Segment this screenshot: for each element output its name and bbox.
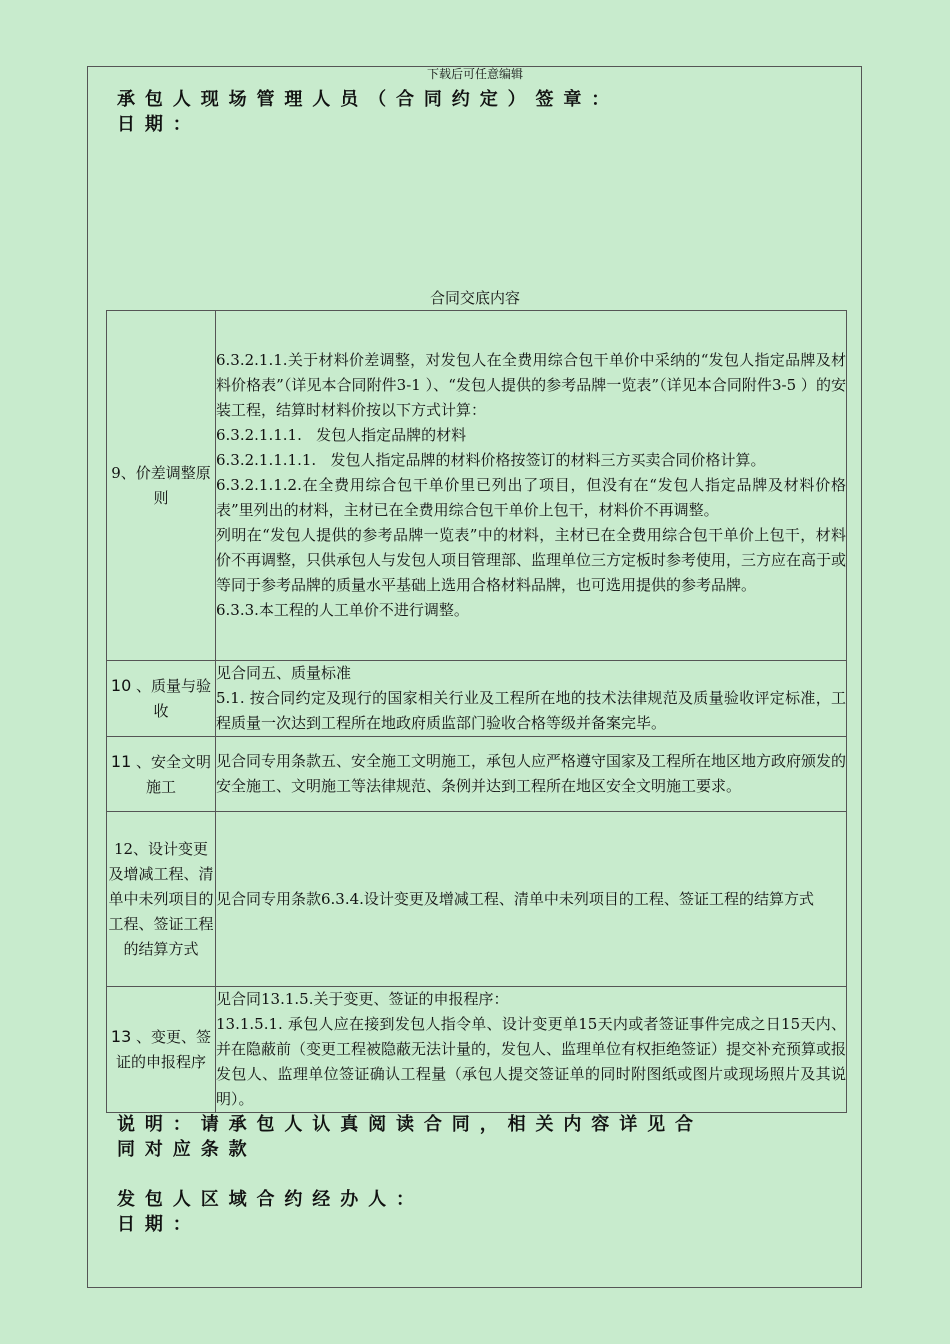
paragraph: 列明在“发包人提供的参考品牌一览表”中的材料，主材已在全费用综合包干单价上包干，材料价不再调整，只供承包人与发包人项目管理部、监理单位三方定板时参考使用，三方应在高于或等同于参考品牌的质量水平基础上选用合格材料品牌，也可选用提供的参考品牌。	[216, 526, 847, 594]
table-row	[107, 812, 847, 987]
row-content	[216, 311, 847, 661]
paragraph: 6.3.2.1.1.1. 发包人指定品牌的材料	[216, 426, 467, 444]
paragraph: 见合同五、质量标准	[216, 664, 352, 682]
header-note: 下载后可任意编辑	[426, 67, 523, 81]
row-number: 13	[110, 1027, 132, 1046]
row-title: 12、设计变更及增减工程、清单中未列项目的工程、签证工程的结算方式	[108, 839, 214, 958]
paragraph: 5.1. 按合同约定及现行的国家相关行业及工程所在地的技术法律规范及质量验收评定标准，工程质量一次达到工程所在地政府质监部门验收合格等级并备案完毕。	[216, 689, 846, 732]
row-content	[216, 812, 847, 987]
contract-briefing-table	[106, 310, 847, 1113]
note-line-2: 同对应条款	[117, 1139, 257, 1160]
row-number: 10	[110, 676, 132, 695]
paragraph: 见合同专用条款五、安全施工文明施工，承包人应严格遵守国家及工程所在地区地方政府颁发的安全施工、文明施工等法律规范、条例并达到工程所在地区安全文明施工要求。	[216, 752, 847, 795]
row-content	[216, 661, 847, 737]
paragraph: 见合同13.1.5.关于变更、签证的申报程序：	[216, 990, 509, 1008]
row-content	[216, 987, 847, 1113]
row-label	[107, 812, 216, 987]
row-title: 、价差调整原则	[120, 463, 211, 507]
contractor-signature-label: 承包人现场管理人员（合同约定）签章：	[117, 89, 620, 110]
paragraph: 13.1.5.1. 承包人应在接到发包人指令单、设计变更单15天内或者签证事件完成之日15天内、并在隐蔽前（变更工程被隐蔽无法计量的，发包人、监理单位有权拒绝签证）提交补充预算或报发包人、监理单位签证确认工程量（承包人提交签证单的同时附图纸或图片或现场照片及其说明）。	[216, 1015, 847, 1108]
paragraph: 6.3.2.1.1.1.1. 发包人指定品牌的材料价格按签订的材料三方买卖合同价格计算。	[216, 451, 766, 469]
row-number: 11	[110, 751, 132, 771]
note-line-1: 说明：请承包人认真阅读合同，相关内容详见合	[117, 1114, 703, 1135]
contractor-date-label: 日期：	[117, 114, 201, 135]
row-content	[216, 737, 847, 812]
paragraph: 见合同专用条款6.3.4.设计变更及增减工程、清单中未列项目的工程、签证工程的结算方式	[216, 889, 814, 908]
row-title: 、质量与验收	[131, 677, 212, 720]
row-title: 、变更、签证的申报程序	[115, 1028, 212, 1071]
paragraph: 6.3.2.1.1.2.在全费用综合包干单价里已列出了项目，但没有在“发包人指定品牌及材料价格表”里列出的材料，主材已在全费用综合包干单价上包干，材料价不再调整。	[216, 476, 846, 519]
paragraph: 6.3.3.本工程的人工单价不进行调整。	[216, 601, 469, 619]
row-title: 、安全文明施工	[131, 752, 212, 796]
table-row	[107, 311, 847, 661]
employer-date-label: 日期：	[117, 1214, 201, 1235]
row-label	[107, 987, 216, 1113]
row-label	[107, 661, 216, 737]
table-row	[107, 661, 847, 737]
table-title: 合同交底内容	[429, 289, 520, 307]
row-label	[107, 311, 216, 661]
employer-agent-label: 发包人区域合约经办人：	[117, 1189, 424, 1210]
paragraph: 6.3.2.1.1.关于材料价差调整，对发包人在全费用综合包干单价中采纳的“发包人指定品牌及材料价格表”（详见本合同附件3-1 ）、“发包人提供的参考品牌一览表”（详见本合同附件3-5 ）的安装工程，结算时材料价按以下方式计算：	[216, 351, 846, 419]
row-label	[107, 737, 216, 812]
table-row	[107, 737, 847, 812]
row-number: 9	[111, 463, 121, 482]
table-row	[107, 987, 847, 1113]
